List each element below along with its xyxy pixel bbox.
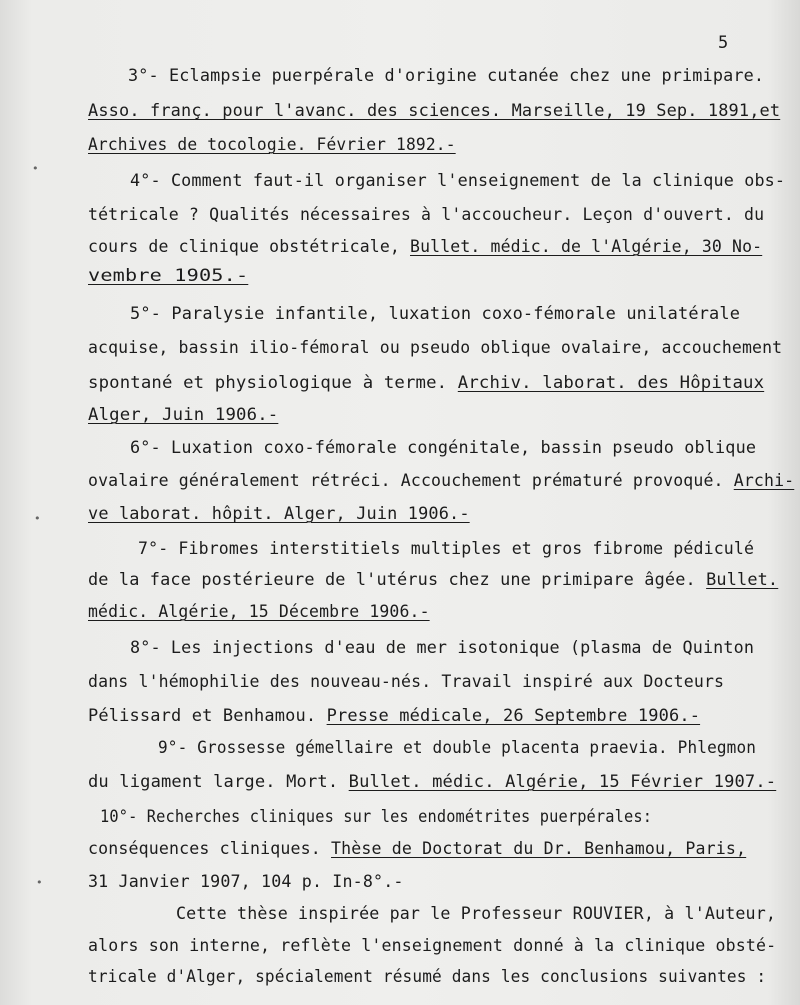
- text-line: [88, 205, 764, 224]
- text-line: [88, 672, 724, 691]
- underlined-reference: Bullet.: [706, 570, 779, 589]
- page-number: 5: [718, 33, 729, 53]
- text-line: [88, 405, 278, 424]
- text-line: [88, 936, 776, 955]
- underlined-reference: Archives de tocologie. Février 1892.-: [88, 135, 456, 154]
- underlined-reference: Alger, Juin 1906.-: [88, 405, 279, 424]
- line-text: Cette thèse inspirée par le Professeur ROUVIER, à l'Auteur,: [176, 904, 777, 923]
- line-text: conséquences cliniques.: [88, 839, 332, 858]
- line-text: 7°- Fibromes interstitiels multiples et gros fibrome pédiculé: [138, 539, 755, 558]
- text-line: [130, 304, 740, 323]
- text-line: [130, 171, 785, 190]
- line-text: tricale d'Alger, spécialement résumé dans les conclusions suivantes :: [88, 967, 767, 986]
- text-line: [138, 539, 754, 558]
- margin-mark: •: [34, 512, 41, 525]
- line-text: 10°- Recherches cliniques sur les endométrites puerpérales:: [100, 807, 653, 826]
- text-line: [88, 967, 766, 986]
- text-line: [88, 602, 430, 621]
- underlined-reference: Thèse de Doctorat du Dr. Benhamou, Paris,: [331, 839, 747, 858]
- underlined-reference: médic. Algérie, 15 Décembre 1906.-: [88, 602, 430, 621]
- underlined-reference: Bullet. médic. Algérie, 15 Février 1907.-: [348, 772, 777, 791]
- line-text: Pélissard et Benhamou.: [88, 706, 327, 725]
- line-text: 4°- Comment faut-il organiser l'enseignement de la clinique obs-: [130, 171, 786, 190]
- line-text: alors son interne, reflète l'enseignement donné à la clinique obsté-: [88, 936, 777, 955]
- text-line: [88, 839, 746, 858]
- text-line: [88, 266, 248, 285]
- line-text: 31 Janvier 1907, 104 p. In-8°.-: [88, 872, 404, 891]
- line-text: 3°- Eclampsie puerpérale d'origine cutanée chez une primipare.: [128, 66, 765, 85]
- line-text: 9°- Grossesse gémellaire et double placenta praevia. Phlegmon: [158, 738, 757, 757]
- text-line: [88, 135, 456, 154]
- text-line: [130, 438, 756, 457]
- line-text: cours de clinique obstétricale,: [88, 237, 411, 256]
- underlined-reference: Archi-: [733, 471, 795, 490]
- line-text: acquise, bassin ilio-fémoral ou pseudo oblique ovalaire, accouchement: [88, 338, 783, 357]
- text-line: [88, 101, 780, 120]
- text-line: [176, 904, 776, 923]
- text-line: [128, 66, 764, 85]
- text-line: [130, 638, 754, 657]
- text-line: [88, 872, 404, 891]
- text-line: [88, 237, 762, 256]
- text-line: [158, 738, 756, 757]
- text-line: [88, 706, 700, 725]
- underlined-reference: Asso. franç. pour l'avanc. des sciences. Marseille, 19 Sep. 1891,et: [88, 101, 781, 120]
- margin-mark: •: [32, 162, 39, 175]
- line-text: ovalaire généralement rétréci. Accouchement prématuré provoqué.: [88, 471, 734, 490]
- line-text: 8°- Les injections d'eau de mer isotonique (plasma de Quinton: [130, 638, 755, 657]
- text-line: [100, 807, 652, 826]
- line-text: tétricale ? Qualités nécessaires à l'accoucheur. Leçon d'ouvert. du: [88, 205, 765, 224]
- text-line: [88, 338, 782, 357]
- underlined-reference: vembre 1905.-: [88, 266, 249, 285]
- underlined-reference: Bullet. médic. de l'Algérie, 30 No-: [410, 237, 763, 256]
- text-line: [88, 772, 776, 791]
- text-line: [88, 373, 764, 392]
- line-text: spontané et physiologique à terme.: [88, 373, 458, 392]
- text-line: [88, 504, 470, 523]
- line-text: de la face postérieure de l'utérus chez une primipare âgée.: [88, 570, 707, 589]
- line-text: dans l'hémophilie des nouveau-nés. Travail inspiré aux Docteurs: [88, 672, 725, 691]
- text-line: [88, 471, 794, 490]
- margin-mark: •: [36, 876, 43, 889]
- line-text: 5°- Paralysie infantile, luxation coxo-fémorale unilatérale: [130, 304, 741, 323]
- underlined-reference: ve laborat. hôpit. Alger, Juin 1906.-: [88, 504, 470, 523]
- line-text: 6°- Luxation coxo-fémorale congénitale, bassin pseudo oblique: [130, 438, 757, 457]
- text-line: [88, 570, 778, 589]
- underlined-reference: Presse médicale, 26 Septembre 1906.-: [326, 706, 701, 725]
- underlined-reference: Archiv. laborat. des Hôpitaux: [457, 373, 765, 392]
- line-text: du ligament large. Mort.: [88, 772, 349, 791]
